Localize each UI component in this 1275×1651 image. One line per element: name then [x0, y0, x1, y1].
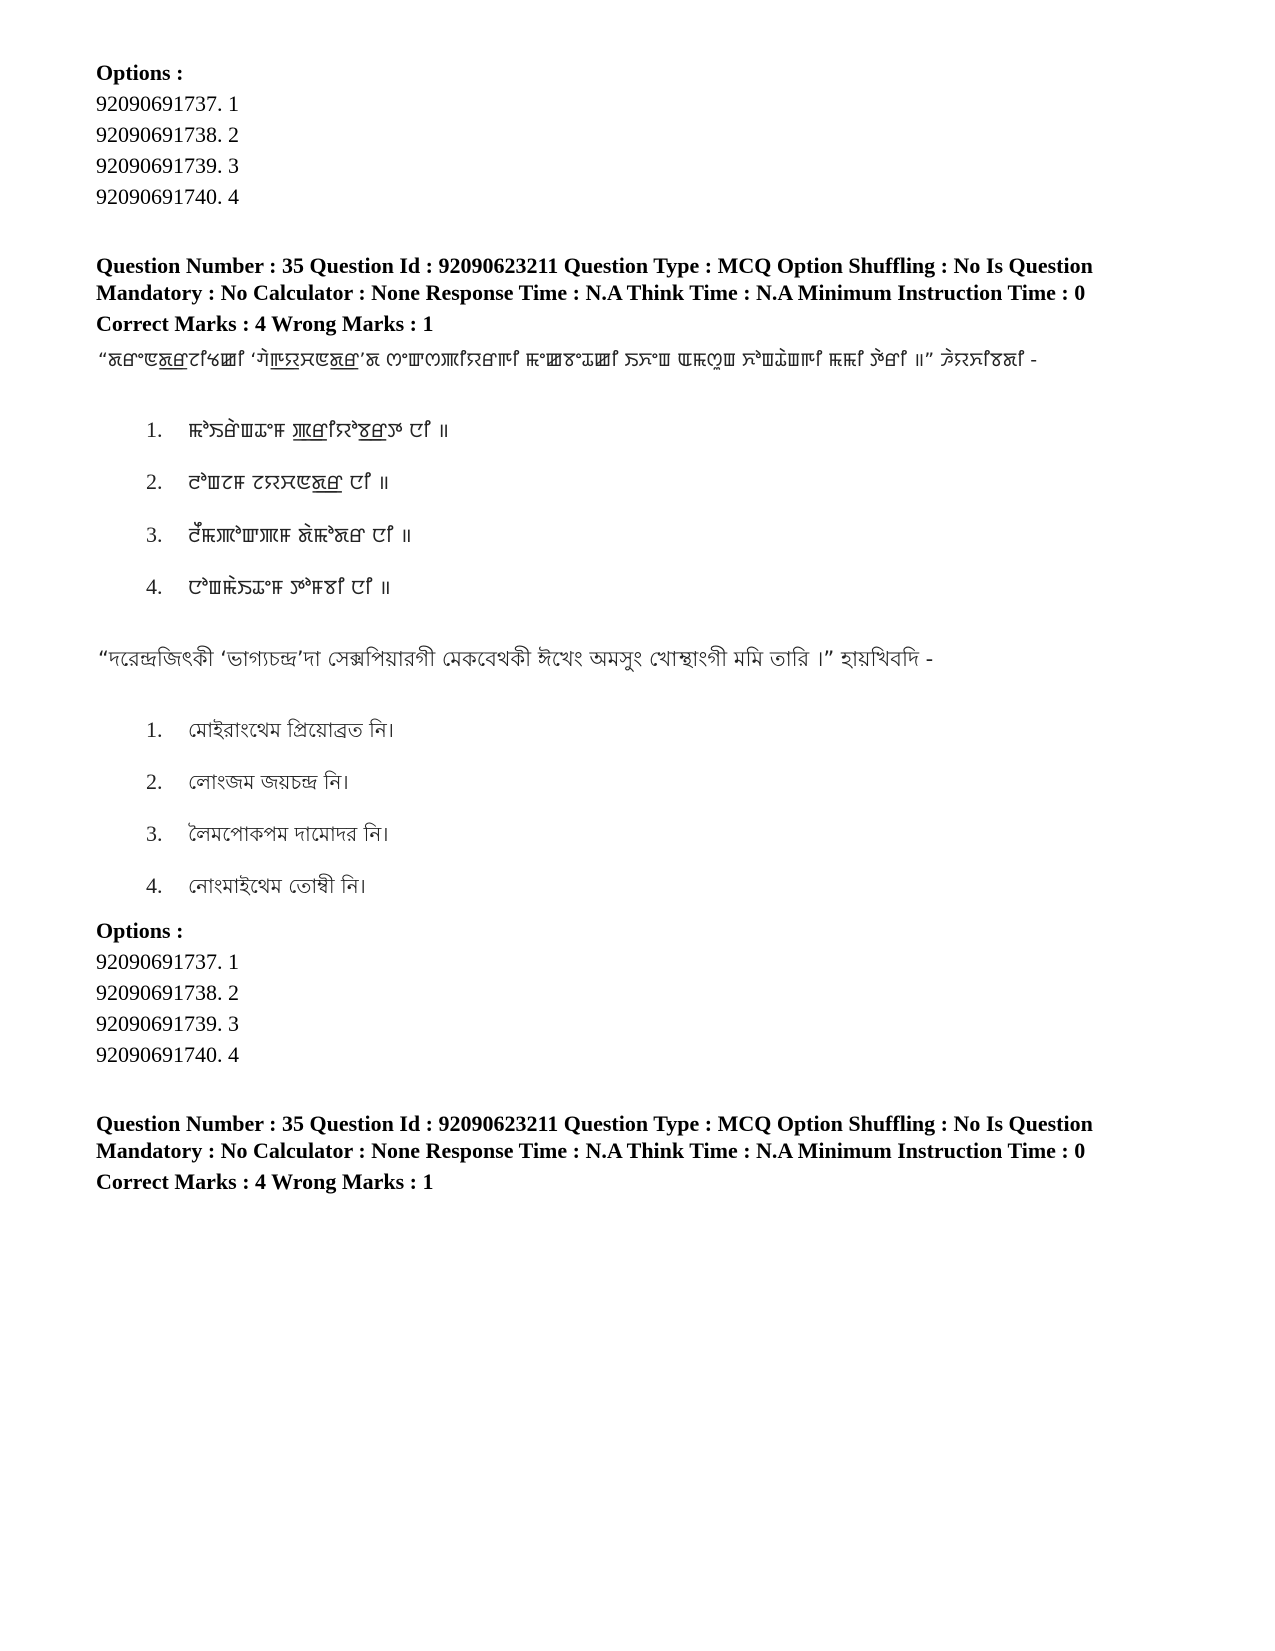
option-item: 92090691738. 2: [96, 122, 239, 147]
choice-number: 1.: [146, 417, 163, 442]
choice-text: লৈমপোকপম দামোদর নি।: [188, 822, 389, 846]
question-marks: Correct Marks : 4 Wrong Marks : 1: [96, 311, 434, 336]
choice-item: [146, 468, 389, 496]
question-meta-line: Mandatory : No Calculator : None Response Time : N.A Think Time : N.A Minimum Instruction Time : 0: [96, 280, 1086, 305]
question-text-bengali: “দরেন্দ্রজিৎকী ‘ভাগ্যচন্দ্র’দা সেক্সপিয়ারগী মেকবেথকী ঈখেং অমসুং খোম্থাংগী মমি তারি ।” হায়খিবদি -: [98, 647, 934, 671]
choice-item: [146, 573, 391, 601]
choice-number: 3.: [146, 522, 163, 547]
choice-number: 1.: [146, 717, 163, 742]
options-heading: Options :: [96, 918, 184, 943]
choice-text: ꯂꯣꯡꯖꯝ ꯖꯌꯆꯟꯗ꯭ꯔ ꯅꯤ ॥: [188, 470, 390, 494]
choice-number: 2.: [146, 769, 163, 794]
question-meta-line: Question Number : 35 Question Id : 92090623211 Question Type : MCQ Option Shuffling : No Is Question: [96, 1111, 1093, 1136]
choice-text: ꯂꯩꯃꯄꯣꯛꯄꯝ ꯗꯥꯃꯣꯗꯔ ꯅꯤ ॥: [188, 523, 412, 547]
question-marks: Correct Marks : 4 Wrong Marks : 1: [96, 1169, 434, 1194]
choice-number: 4.: [146, 574, 163, 599]
choice-text: ꯅꯣꯡꯃꯥꯏꯊꯦꯝ ꯇꯣꯝꯕꯤ ꯅꯤ ॥: [188, 575, 391, 599]
choice-item: [146, 820, 388, 848]
choice-item: [146, 521, 412, 549]
choice-text: মোইরাংথেম প্রিয়োব্রত নি।: [188, 718, 394, 742]
question-meta: [96, 1110, 1186, 1195]
choice-text: ꯃꯣꯏꯔꯥꯡꯊꯦꯝ ꯄ꯭ꯔꯤꯌꯣꯕ꯭ꯔꯇ ꯅꯤ ॥: [188, 418, 449, 442]
question-meta-line: Question Number : 35 Question Id : 92090623211 Question Type : MCQ Option Shuffling : No Is Question: [96, 253, 1093, 278]
question-meta-line: Mandatory : No Calculator : None Response Time : N.A Think Time : N.A Minimum Instruction Time : 0: [96, 1138, 1086, 1163]
choice-item: [146, 416, 449, 444]
choice-item: [146, 768, 349, 796]
choice-number: 3.: [146, 821, 163, 846]
option-item: 92090691739. 3: [96, 1011, 239, 1036]
choice-item: [146, 872, 366, 900]
option-item: 92090691737. 1: [96, 949, 239, 974]
choice-text: নোংমাইথেম তোম্বী নি।: [188, 874, 366, 898]
option-item: 92090691740. 4: [96, 1042, 239, 1067]
question-text-meitei: “ꯗꯔꯦꯟꯗ꯭ꯔꯖꯤꯠꯀꯤ ‘ꯚꯥꯒ꯭ꯌꯆꯟꯗ꯭ꯔ’ꯗ ꯁꯦꯛꯁꯄꯤꯌꯔꯒꯤ ꯃꯦꯀꯕꯦꯊꯀꯤ ꯏꯈꯦꯡ ꯑꯃꯁꯨꯡ ꯈꯣꯡꯊꯥꯡꯒꯤ ꯃꯃꯤ ꯇꯥꯔꯤ ॥” ꯍꯥꯌꯈꯤꯕꯗꯤ -: [98, 349, 1038, 371]
question-meta: [96, 252, 1186, 337]
option-item: 92090691739. 3: [96, 153, 239, 178]
choice-text: লোংজম জয়চন্দ্র নি।: [188, 770, 349, 794]
choice-item: [146, 716, 394, 744]
option-item: 92090691740. 4: [96, 184, 239, 209]
option-item: 92090691738. 2: [96, 980, 239, 1005]
option-item: 92090691737. 1: [96, 91, 239, 116]
choice-number: 2.: [146, 469, 163, 494]
options-heading: Options :: [96, 60, 184, 85]
choice-number: 4.: [146, 873, 163, 898]
